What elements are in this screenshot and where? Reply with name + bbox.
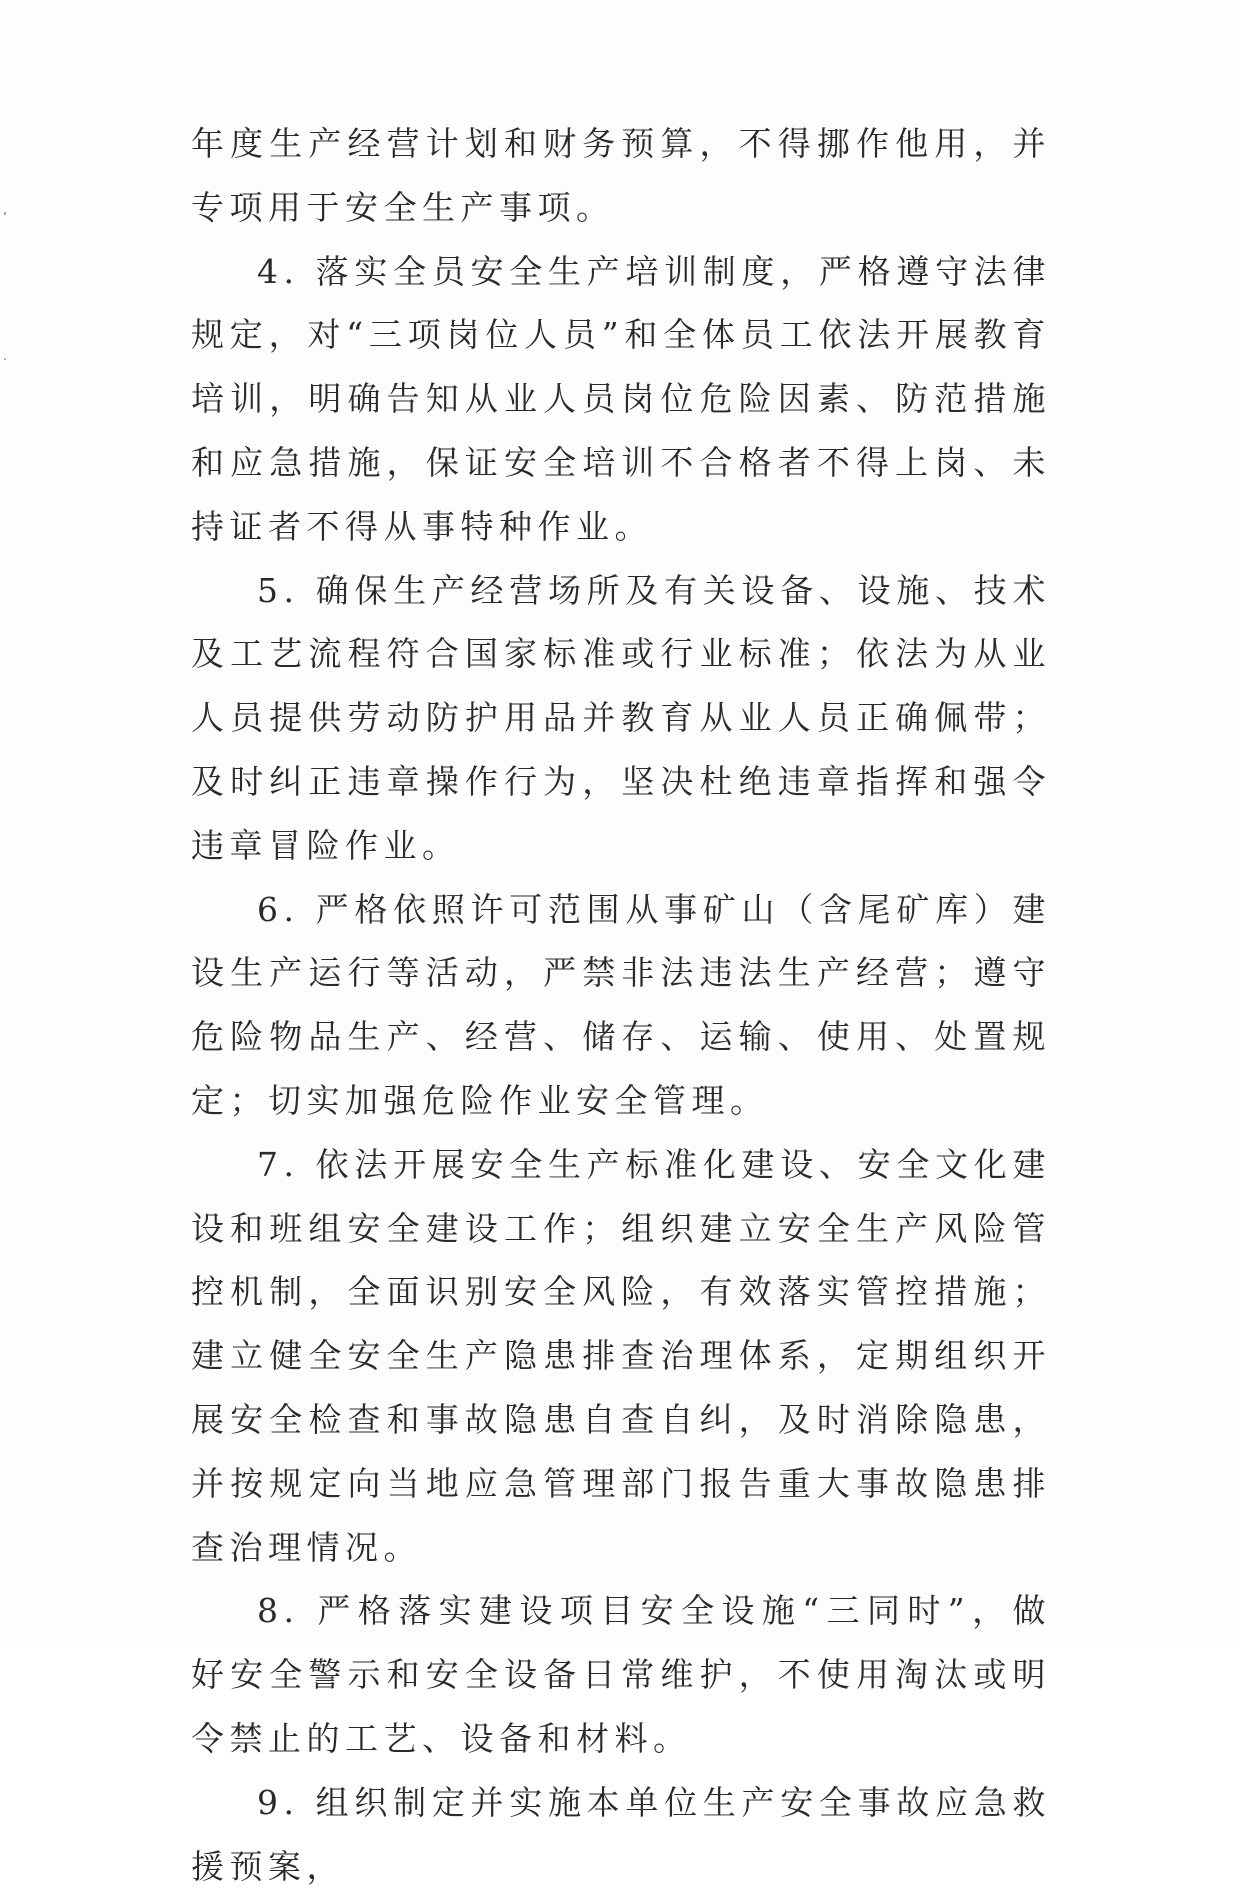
paragraph-item-5: 5. 确保生产经营场所及有关设备、设施、技术及工艺流程符合国家标准或行业标准；依法为从业人员提供劳动防护用品并教育从业人员正确佩带；及时纠正违章操作行为，坚决杜绝违章指挥和强令违章冒险作业。 <box>191 570 1051 865</box>
scan-mark-left-lower <box>4 358 6 360</box>
paragraph-item-4: 4. 落实全员安全生产培训制度，严格遵守法律规定，对“三项岗位人员”和全体员工依法开展教育培训，明确告知从业人员岗位危险因素、防范措施和应急措施，保证安全培训不合格者不得上岗、未持证者不得从事特种作业。 <box>191 251 1051 546</box>
paragraph-item-8: 8. 严格落实建设项目安全设施“三同时”，做好安全警示和安全设备日常维护，不使用淘汰或明令禁止的工艺、设备和材料。 <box>191 1591 1051 1758</box>
document-body <box>191 112 1051 1898</box>
paragraph-item-7: 7. 依法开展安全生产标准化建设、安全文化建设和班组安全建设工作；组织建立安全生产风险管控机制，全面识别安全风险，有效落实管控措施；建立健全安全生产隐患排查治理体系，定期组织开展安全检查和事故隐患自查自纠，及时消除隐患，并按规定向当地应急管理部门报告重大事故隐患排查治理情况。 <box>191 1144 1051 1567</box>
paragraph-continuation: 年度生产经营计划和财务预算，不得挪作他用，并专项用于安全生产事项。 <box>191 124 1051 227</box>
paragraph-item-6: 6. 严格依照许可范围从事矿山（含尾矿库）建设生产运行等活动，严禁非法违法生产经营；遵守危险物品生产、经营、储存、运输、使用、处置规定；切实加强危险作业安全管理。 <box>191 889 1051 1120</box>
scan-mark-left <box>4 212 6 215</box>
paragraph-item-9: 9. 组织制定并实施本单位生产安全事故应急救援预案， <box>191 1782 1051 1886</box>
